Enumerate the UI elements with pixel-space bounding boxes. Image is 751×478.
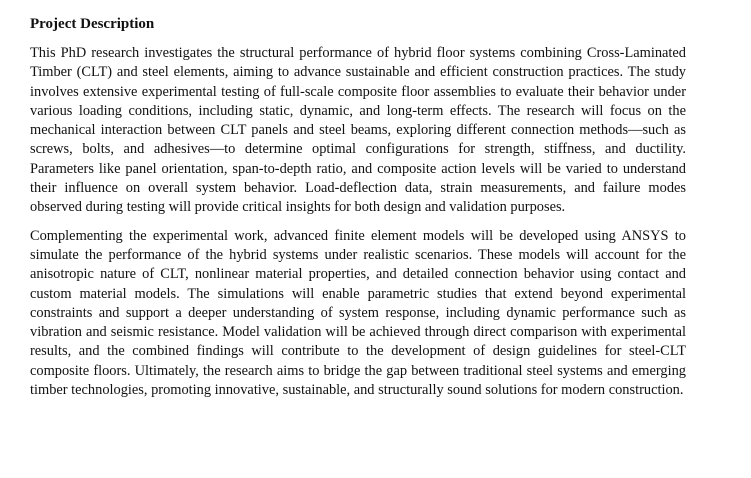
document-body (30, 14, 686, 409)
section-heading: Project Description (30, 16, 155, 32)
paragraph-numerical: Complementing the experimental work, advanced finite element models will be developed using ANSYS to simulate the performance of the hybrid systems under realistic scenarios. These models will account for the anisotropic nature of CLT, nonlinear material properties, and detailed connection behavior using contact and custom material models. The simulations will enable parametric studies that extend beyond experimental constraints and support a deeper understanding of system response, including dynamic performance such as vibration and seismic resistance. Model validation will be achieved through direct comparison with experimental results, and the combined findings will contribute to the development of design guidelines for steel-CLT composite floors. Ultimately, the research aims to bridge the gap between traditional steel systems and emerging timber technologies, promoting innovative, sustainable, and structurally sound solutions for modern construction. (30, 227, 686, 399)
paragraph-experimental: This PhD research investigates the structural performance of hybrid floor systems combining Cross-Laminated Timber (CLT) and steel elements, aiming to advance sustainable and efficient construction practices. The study involves extensive experimental testing of full-scale composite floor assemblies to evaluate their behavior under various loading conditions, including static, dynamic, and long-term effects. The research will focus on the mechanical interaction between CLT panels and steel beams, exploring different connection methods—such as screws, bolts, and adhesives—to determine optimal configurations for strength, stiffness, and ductility. Parameters like panel orientation, span-to-depth ratio, and composite action levels will be varied to understand their influence on overall system behavior. Load-deflection data, strain measurements, and failure modes observed during testing will provide critical insights for both design and validation purposes. (30, 45, 686, 216)
